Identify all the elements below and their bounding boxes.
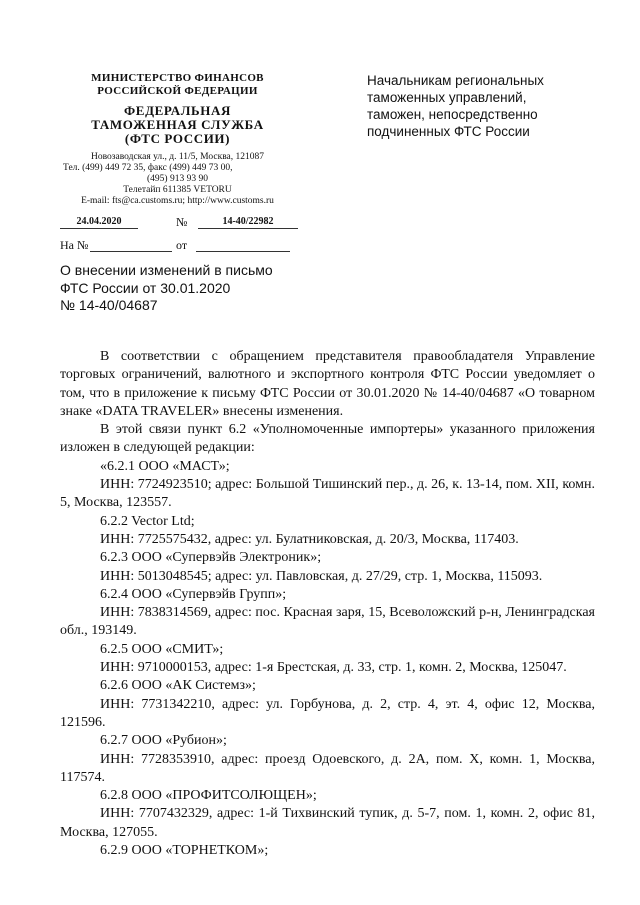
body-paragraph: 6.2.6 ООО «АК Системз»; — [100, 678, 256, 694]
service-name — [55, 104, 300, 146]
body-paragraph: ИНН: 9710000153, адрес: 1-я Брестская, д. 33, стр. 1, комн. 2, Москва, 125047. — [100, 660, 567, 676]
letter-subject — [60, 262, 320, 315]
body-paragraph: 6.2.9 ООО «ТОРНЕТКОМ»; — [100, 843, 269, 859]
ref-from-label: от — [176, 238, 188, 252]
body-paragraph: 6.2.5 ООО «СМИТ»; — [100, 641, 224, 657]
body-paragraph: 6.2.3 ООО «Супервэйв Электроник»; — [100, 550, 322, 566]
date-number-row — [60, 216, 300, 230]
body-paragraph: ИНН: 5013048545; адрес: ул. Павловская, д. 27/29, стр. 1, Москва, 115093. — [100, 568, 543, 584]
body-paragraph: ИНН: 7728353910, адрес: проезд Одоевского, д. 2А, пом. X, комн. 1, Москва, 117574. — [60, 751, 595, 785]
body-paragraph: 6.2.4 ООО «Супервэйв Групп»; — [100, 586, 287, 602]
ref-date-blank — [196, 239, 290, 252]
ministry-line: РОССИЙСКОЙ ФЕДЕРАЦИИ — [97, 85, 258, 97]
body-paragraph: ИНН: 7838314569, адрес: пос. Красная заря, 15, Всеволожский р-н, Ленинградская обл., 193149. — [60, 605, 595, 639]
body-paragraph: 6.2.7 ООО «Рубион»; — [100, 733, 227, 749]
body-paragraph: В соответствии с обращением представителя правообладателя Управление торговых ограничений, валютного и экспортного контроля ФТС России уведомляет о том, что в приложение к письму ФТС России от 30.01.2020 № 14-40/04687 «О товарном знаке «DATA TRAVELER» внесены изменения. — [60, 349, 595, 419]
letter-number: 14-40/22982 — [198, 216, 298, 229]
body-paragraph: 6.2.8 ООО «ПРОФИТСОЛЮЩЕН»; — [100, 788, 317, 804]
ministry-line: МИНИСТЕРСТВО ФИНАНСОВ — [91, 72, 264, 84]
address-line: E-mail: fts@ca.customs.ru; http://www.customs.ru — [81, 196, 274, 206]
subject-line: О внесении изменений в письмо — [60, 262, 273, 278]
recipient-line: подчиненных ФТС России — [367, 124, 530, 139]
address-line: (495) 913 93 90 — [147, 174, 208, 184]
letter-body — [60, 348, 595, 860]
service-line: ТАМОЖЕННАЯ СЛУЖБА — [91, 117, 264, 132]
recipient-line: таможен, непосредственно — [367, 107, 538, 122]
address-line: Тел. (499) 449 72 35, факс (499) 449 73 00, — [63, 163, 233, 173]
body-paragraph: ИНН: 7707432329, адрес: 1-й Тихвинский тупик, д. 5-7, пом. 1, комн. 2, офис 81, Москва, 127055. — [60, 806, 595, 840]
address-line: Новозаводская ул., д. 11/5, Москва, 121087 — [90, 152, 265, 162]
service-address — [55, 152, 300, 207]
address-line: Телетайп 611385 VETORU — [123, 185, 232, 195]
recipient-block — [367, 72, 587, 140]
ministry-name — [55, 72, 300, 98]
ref-number-blank — [90, 239, 172, 252]
subject-line: № 14-40/04687 — [60, 297, 158, 313]
number-sign: № — [176, 215, 188, 229]
recipient-line: Начальникам региональных — [367, 73, 544, 88]
body-paragraph: ИНН: 7731342210, адрес: ул. Горбунова, д. 2, стр. 4, эт. 4, офис 12, Москва, 121596. — [60, 696, 595, 730]
body-paragraph: В этой связи пункт 6.2 «Уполномоченные импортеры» указанного приложения изложен в следующей редакции: — [60, 422, 595, 456]
subject-line: ФТС России от 30.01.2020 — [60, 279, 231, 296]
body-paragraph: «6.2.1 ООО «МАСТ»; — [100, 458, 230, 474]
service-line: (ФТС РОССИИ) — [124, 131, 231, 146]
service-line: ФЕДЕРАЛЬНАЯ — [124, 103, 231, 118]
letter-date: 24.04.2020 — [60, 216, 138, 229]
reference-row — [60, 239, 300, 255]
ref-label: На № — [60, 238, 89, 252]
recipient-line: таможенных управлений, — [367, 90, 527, 105]
body-paragraph: 6.2.2 Vector Ltd; — [100, 513, 195, 529]
body-paragraph: ИНН: 7725575432, адрес: ул. Булатниковская, д. 20/3, Москва, 117403. — [100, 531, 519, 547]
body-paragraph: ИНН: 7724923510; адрес: Большой Тишинский пер., д. 26, к. 13-14, пом. XII, комн. 5, Москва, 123557. — [60, 477, 595, 511]
